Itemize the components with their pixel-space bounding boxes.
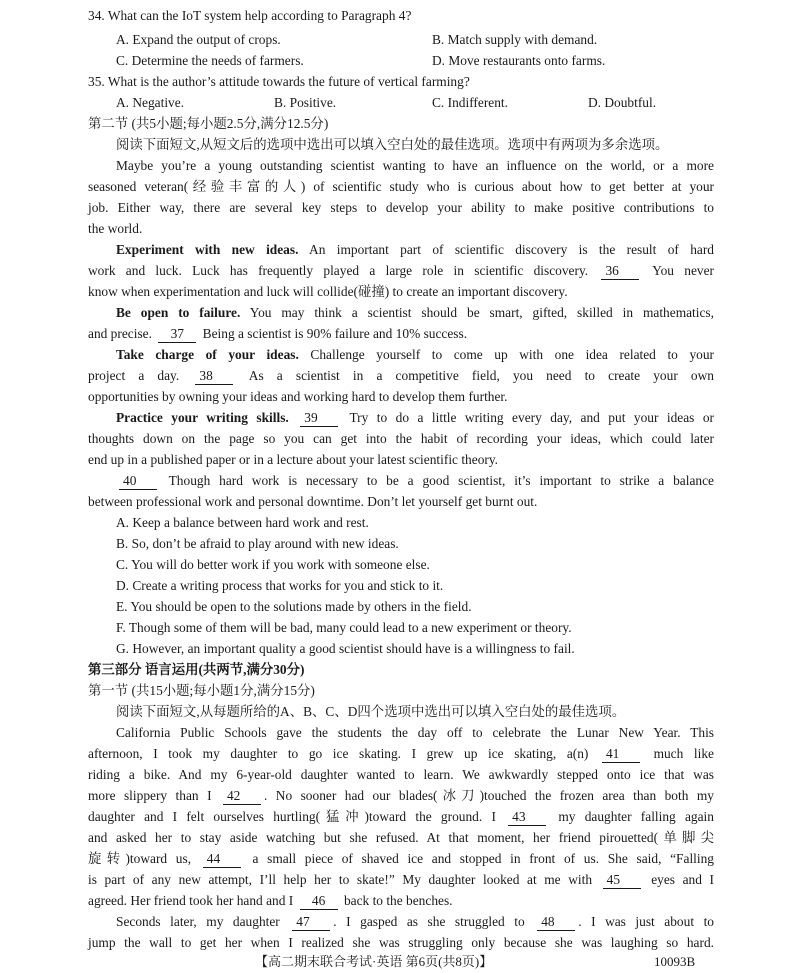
paragraph-1-heading: Experiment with new ideas.	[116, 242, 299, 257]
cloze-text: . I was just about to	[578, 914, 714, 929]
seven-choice-option-g: G. However, an important quality a good scientist should have is a willingness to fail.	[116, 641, 575, 656]
blank-40[interactable]: 40	[119, 473, 157, 490]
footer-exam-code: 10093B	[654, 954, 696, 969]
seven-choice-option-d: D. Create a writing process that works for you and stick to it.	[116, 578, 444, 593]
q34-option-a: A. Expand the output of crops.	[116, 32, 281, 47]
passage-intro-line-4: the world.	[88, 221, 143, 236]
cloze-text: eyes and I	[651, 872, 714, 887]
cloze-text: back to the benches.	[343, 893, 453, 908]
blank-43[interactable]: 43	[508, 809, 546, 826]
paragraph-4-line-1	[116, 408, 714, 428]
blank-41[interactable]: 41	[602, 746, 640, 763]
blank-39[interactable]: 39	[300, 410, 338, 427]
cloze-line-9	[88, 891, 453, 911]
blank-46[interactable]: 46	[300, 893, 338, 910]
paragraph-5-text: Though hard work is necessary to be a good scientist, it’s important to strike a balance	[168, 473, 714, 488]
blank-48[interactable]: 48	[537, 914, 575, 931]
paragraph-1-line-2	[88, 261, 714, 281]
blank-47[interactable]: 47	[292, 914, 330, 931]
paragraph-3-line-1	[116, 345, 714, 365]
q35-option-b: B. Positive.	[274, 95, 337, 110]
paragraph-4-heading: Practice your writing skills.	[116, 410, 289, 425]
paragraph-4-line-2: thoughts down on the page so you can get into the habit of recording your ideas, which could later	[88, 431, 714, 446]
blank-36[interactable]: 36	[601, 263, 639, 280]
cloze-text: agreed. Her friend took her hand and I	[88, 893, 294, 908]
question-34-stem: 34. What can the IoT system help according to Paragraph 4?	[88, 8, 412, 23]
footer-exam-title: 【高二期末联合考试·英语 第6页(共8页)】	[255, 954, 493, 969]
cloze-text: daughter and I felt ourselves hurtling(猛冲)toward the ground. I	[88, 809, 496, 824]
cloze-line-3: riding a bike. And my 6-year-old daughter wanted to learn. We awkwardly stepped onto ice that was	[88, 767, 714, 782]
part-3-heading: 第三部分 语言运用(共两节,满分30分)	[88, 662, 305, 677]
section-2-instruction: 阅读下面短文,从短文后的选项中选出可以填入空白处的最佳选项。选项中有两项为多余选项。	[116, 137, 669, 152]
paragraph-2-text: Being a scientist is 90% failure and 10% success.	[202, 326, 468, 341]
paragraph-1-text: You never	[652, 263, 714, 278]
cloze-text: a small piece of shaved ice and stopped in front of us. She said, “Falling	[252, 851, 715, 866]
paragraph-2-heading: Be open to failure.	[116, 305, 241, 320]
blank-45[interactable]: 45	[603, 872, 641, 889]
cloze-text: is part of any new attempt, I’ll help her to skate!” My daughter looked at me with	[88, 872, 593, 887]
cloze-line-2	[88, 744, 714, 764]
paragraph-1-line-1	[116, 240, 714, 260]
paragraph-2-line-2	[88, 324, 467, 344]
paragraph-3-text: project a day.	[88, 368, 180, 383]
cloze-text: much like	[653, 746, 714, 761]
cloze-line-4	[88, 786, 714, 806]
q34-option-c: C. Determine the needs of farmers.	[116, 53, 304, 68]
cloze-text: afternoon, I took my daughter to go ice skating. I grew up ice skating, a(n)	[88, 746, 589, 761]
part-3-section-1-heading: 第一节 (共15小题;每小题1分,满分15分)	[88, 683, 315, 698]
seven-choice-option-e: E. You should be open to the solutions made by others in the field.	[116, 599, 472, 614]
paragraph-3-line-3: opportunities by owning your ideas and working hard to develop them further.	[88, 389, 508, 404]
q35-option-a: A. Negative.	[116, 95, 185, 110]
cloze-text: more slippery than I	[88, 788, 212, 803]
paragraph-5-line-2: between professional work and personal downtime. Don’t let yourself get burnt out.	[88, 494, 538, 509]
paragraph-4-line-3: end up in a published paper or in a lecture about your latest scientific theory.	[88, 452, 499, 467]
paragraph-1-line-3: know when experimentation and luck will collide(碰撞) to create an important discovery.	[88, 284, 568, 299]
cloze-line-6: and asked her to stay aside watching but she refused. At that moment, her friend pirouetted(单脚尖	[88, 830, 714, 845]
q35-option-c: C. Indifferent.	[432, 95, 508, 110]
cloze-text: my daughter falling again	[558, 809, 714, 824]
cloze-line-8	[88, 870, 714, 890]
cloze-line-7	[88, 849, 714, 869]
question-35-stem: 35. What is the author’s attitude towards the future of vertical farming?	[88, 74, 470, 89]
paragraph-3-text: Challenge yourself to come up with one idea related to your	[310, 347, 714, 362]
paragraph-2-line-1	[116, 303, 714, 323]
seven-choice-option-b: B. So, don’t be afraid to play around with new ideas.	[116, 536, 399, 551]
paragraph-3-text: As a scientist in a competitive field, you need to create your own	[248, 368, 714, 383]
paragraph-5-line-1	[116, 471, 714, 491]
paragraph-3-heading: Take charge of your ideas.	[116, 347, 299, 362]
part-3-instruction: 阅读下面短文,从每题所给的A、B、C、D四个选项中选出可以填入空白处的最佳选项。	[116, 704, 626, 719]
cloze-text: . I gasped as she struggled to	[333, 914, 525, 929]
paragraph-3-line-2	[88, 366, 714, 386]
cloze-line-10	[116, 912, 714, 932]
seven-choice-option-f: F. Though some of them will be bad, many could lead to a new experiment or theory.	[116, 620, 572, 635]
cloze-text: Seconds later, my daughter	[116, 914, 280, 929]
cloze-line-11: jump the wall to get her when I realized she was struggling only because she was laughing so hard.	[88, 935, 714, 950]
q34-option-d: D. Move restaurants onto farms.	[432, 53, 606, 68]
cloze-text: . No sooner had our blades(冰刀)touched the frozen area than both my	[263, 788, 714, 803]
cloze-line-5	[88, 807, 714, 827]
section-2-heading: 第二节 (共5小题;每小题2.5分,满分12.5分)	[88, 116, 329, 131]
blank-44[interactable]: 44	[203, 851, 241, 868]
blank-42[interactable]: 42	[223, 788, 261, 805]
cloze-text: 旋转)toward us,	[88, 851, 192, 866]
paragraph-1-text: work and luck. Luck has frequently played a large role in scientific discovery.	[88, 263, 589, 278]
seven-choice-option-a: A. Keep a balance between hard work and rest.	[116, 515, 369, 530]
passage-intro-line-2: seasoned veteran(经验丰富的人) of scientific study who is curious about how to get better at your	[88, 179, 714, 194]
paragraph-1-text: An important part of scientific discovery is the result of hard	[309, 242, 714, 257]
paragraph-2-text: You may think a scientist should be smart, gifted, skilled in mathematics,	[249, 305, 714, 320]
blank-37[interactable]: 37	[158, 326, 196, 343]
paragraph-4-text: Try to do a little writing every day, and put your ideas or	[349, 410, 714, 425]
passage-intro-line-3: job. Either way, there are several key steps to develop your ability to make positive contributions to	[88, 200, 714, 215]
cloze-line-1: California Public Schools gave the students the day off to celebrate the Lunar New Year. This	[116, 725, 714, 740]
seven-choice-option-c: C. You will do better work if you work with someone else.	[116, 557, 430, 572]
q34-option-b: B. Match supply with demand.	[432, 32, 598, 47]
q35-option-d: D. Doubtful.	[588, 95, 657, 110]
passage-intro-line-1: Maybe you’re a young outstanding scientist wanting to have an influence on the world, or a more	[116, 158, 714, 173]
blank-38[interactable]: 38	[195, 368, 233, 385]
paragraph-2-text: and precise.	[88, 326, 152, 341]
